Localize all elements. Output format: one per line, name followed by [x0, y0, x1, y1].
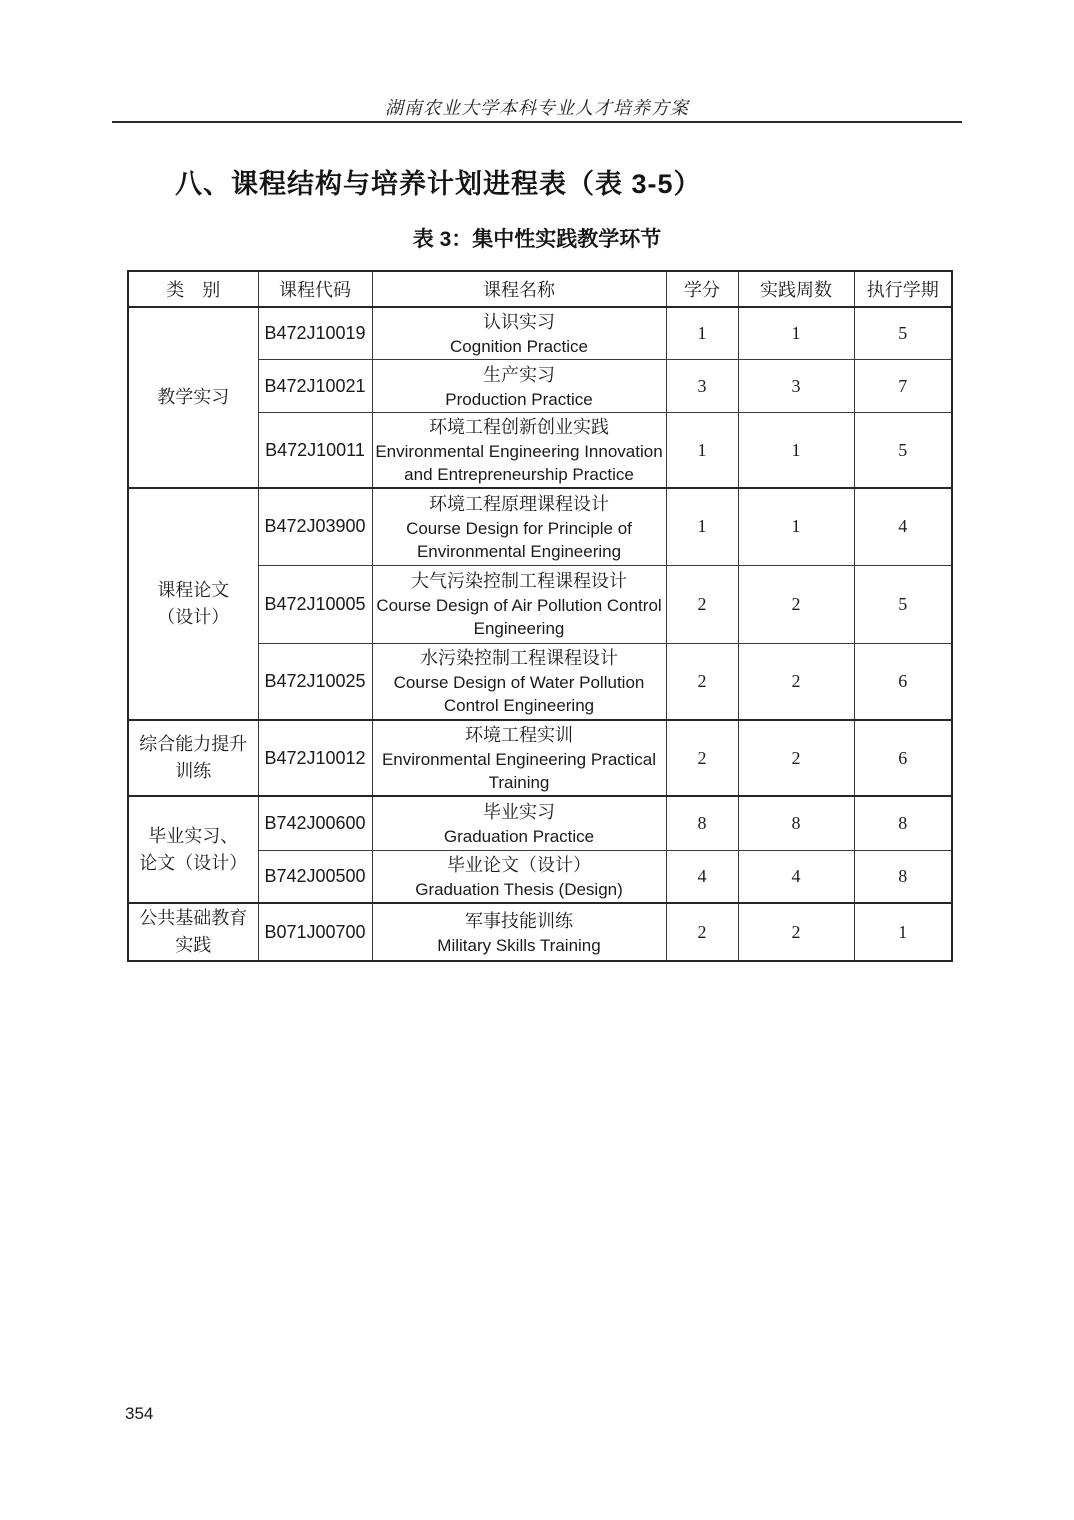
table-title: 表 3：集中性实践教学环节: [412, 228, 662, 251]
table-row: [128, 796, 952, 850]
credits-value: 4: [666, 850, 738, 903]
practice-weeks-value: 4: [738, 850, 854, 903]
course-name-zh: 环境工程创新创业实践: [429, 417, 609, 437]
course-name: [372, 903, 666, 961]
course-name-en: Graduation Thesis (Design): [415, 879, 623, 899]
table-header-row: [128, 271, 952, 307]
semester-value: 6: [854, 720, 952, 796]
category-cell: 课程论文 （设计）: [128, 488, 258, 720]
credits-value: 1: [666, 413, 738, 489]
course-name-zh: 毕业论文（设计）: [447, 854, 591, 875]
course-name-zh: 毕业实习: [483, 801, 555, 822]
semester-value: 5: [854, 565, 952, 643]
course-name-zh: 大气污染控制工程课程设计: [411, 571, 627, 591]
col-header-category: 类 别: [128, 271, 258, 307]
credits-value: 2: [666, 643, 738, 720]
course-name-zh: 军事技能训练: [465, 910, 573, 931]
course-code: B472J10012: [258, 720, 372, 796]
course-name-en: Cognition Practice: [450, 337, 588, 356]
course-name: [372, 360, 666, 413]
semester-value: 4: [854, 488, 952, 565]
semester-value: 7: [854, 360, 952, 413]
course-code: B472J10011: [258, 413, 372, 489]
practice-weeks-value: 2: [738, 643, 854, 720]
semester-value: 8: [854, 850, 952, 903]
course-name: [372, 413, 666, 489]
table-row: [128, 720, 952, 796]
course-name-zh: 生产实习: [483, 364, 555, 385]
category-cell: 综合能力提升 训练: [128, 720, 258, 796]
category-cell: 公共基础教育 实践: [128, 903, 258, 961]
course-code: B472J10025: [258, 643, 372, 720]
course-name-zh: 水污染控制工程课程设计: [420, 648, 618, 669]
course-code: B071J00700: [258, 903, 372, 961]
semester-value: 5: [854, 307, 952, 360]
course-name-en: Course Design of Water Pollution Control Engineering: [393, 673, 645, 716]
course-name-en: Environmental Engineering Practical Training: [381, 750, 657, 792]
col-header-course-code: 课程代码: [258, 271, 372, 307]
course-name: [372, 796, 666, 850]
credits-value: 2: [666, 903, 738, 961]
course-name-en: Environmental Engineering Innovation and Entrepreneurship Practice: [375, 442, 663, 484]
credits-value: 3: [666, 360, 738, 413]
practice-weeks-value: 1: [738, 413, 854, 489]
category-cell: 毕业实习、 论文（设计）: [128, 796, 258, 903]
practice-weeks-value: 3: [738, 360, 854, 413]
course-code: B472J03900: [258, 488, 372, 565]
course-name-zh: 环境工程实训: [465, 725, 573, 745]
course-name-en: Military Skills Training: [437, 935, 601, 955]
course-code: B472J10019: [258, 307, 372, 360]
table-row: [128, 307, 952, 360]
practice-weeks-value: 1: [738, 488, 854, 565]
col-header-course-name: 课程名称: [372, 271, 666, 307]
semester-value: 8: [854, 796, 952, 850]
practice-weeks-value: 2: [738, 720, 854, 796]
credits-value: 1: [666, 488, 738, 565]
course-name-en: Production Practice: [445, 389, 593, 409]
semester-value: 1: [854, 903, 952, 961]
course-name: [372, 643, 666, 720]
course-code: B472J10021: [258, 360, 372, 413]
course-name-en: Graduation Practice: [443, 826, 595, 846]
table-row: [128, 903, 952, 961]
course-name: [372, 565, 666, 643]
course-name-zh: 环境工程原理课程设计: [429, 493, 609, 514]
course-code: B742J00600: [258, 796, 372, 850]
practice-weeks-value: 8: [738, 796, 854, 850]
credits-value: 2: [666, 720, 738, 796]
course-name: [372, 720, 666, 796]
course-code: B472J10005: [258, 565, 372, 643]
practice-teaching-table: [127, 270, 953, 962]
semester-value: 5: [854, 413, 952, 489]
header-rule: [112, 121, 962, 123]
course-name: [372, 850, 666, 903]
practice-weeks-value: 2: [738, 565, 854, 643]
course-name-en: Course Design for Principle of Environmental Engineering: [406, 518, 632, 561]
page-number: 354: [125, 1404, 154, 1423]
col-header-semester: 执行学期: [854, 271, 952, 307]
semester-value: 6: [854, 643, 952, 720]
col-header-practice-weeks: 实践周数: [738, 271, 854, 307]
col-header-credits: 学分: [666, 271, 738, 307]
section-title: 八、课程结构与培养计划进程表（表 3-5）: [175, 169, 702, 199]
practice-weeks-value: 1: [738, 307, 854, 360]
credits-value: 8: [666, 796, 738, 850]
credits-value: 1: [666, 307, 738, 360]
category-cell: 教学实习: [128, 307, 258, 488]
course-code: B742J00500: [258, 850, 372, 903]
running-header: 湖南农业大学本科专业人才培养方案: [385, 98, 689, 118]
course-name: [372, 488, 666, 565]
course-name-zh: 认识实习: [483, 312, 555, 332]
practice-weeks-value: 2: [738, 903, 854, 961]
course-name: [372, 307, 666, 360]
credits-value: 2: [666, 565, 738, 643]
course-name-en: Course Design of Air Pollution Control Engineering: [376, 596, 662, 638]
table-row: [128, 488, 952, 565]
